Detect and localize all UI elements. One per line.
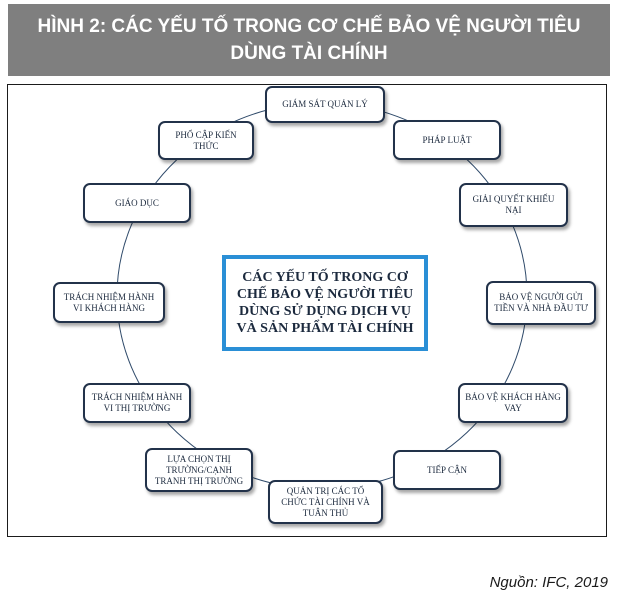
node-pho-cap-kien-thuc [158, 121, 254, 160]
source-note: Nguồn: IFC, 2019 [489, 574, 608, 591]
node-lua-chon-thi-truong [145, 448, 253, 492]
node-label: TRÁCH NHIỆM HÀNH VI KHÁCH HÀNG [63, 291, 155, 313]
node-label: QUẢN TRỊ CÁC TỔ CHỨC TÀI CHÍNH VÀ TUÂN THỦ [281, 485, 370, 518]
node-label: BẢO VỆ NGƯỜI GỬI TIỀN VÀ NHÀ ĐẦU TƯ [494, 292, 588, 313]
node-label: PHỔ CẬP KIẾN THỨC [175, 129, 237, 151]
node-label: GIẢI QUYẾT KHIẾU NẠI [472, 194, 555, 215]
figure-title: HÌNH 2: CÁC YẾU TỐ TRONG CƠ CHẾ BẢO VỆ NGƯỜI TIÊU DÙNG TÀI CHÍNH [37, 16, 581, 64]
center-box [222, 255, 428, 351]
node-phap-luat [393, 120, 501, 160]
node-label: TIẾP CẬN [427, 464, 467, 475]
node-giam-sat-quan-ly [265, 86, 385, 123]
center-label: CÁC YẾU TỐ TRONG CƠ CHẾ BẢO VỆ NGƯỜI TIÊU DÙNG SỬ DỤNG DỊCH VỤ VÀ SẢN PHẨM TÀI CHÍNH [236, 270, 414, 336]
node-giai-quyet-khieu-nai [459, 183, 568, 227]
node-label: LỰA CHỌN THỊ TRƯỜNG/CẠNH TRANH THỊ TRƯỜNG [154, 453, 244, 486]
node-tiep-can [393, 450, 501, 490]
node-label: GIÁO DỤC [115, 197, 159, 208]
node-label: PHÁP LUẬT [422, 134, 472, 145]
node-bao-ve-nguoi-gui-tien [486, 281, 596, 325]
node-giao-duc [83, 183, 191, 223]
node-trach-nhiem-khach-hang [53, 282, 165, 323]
node-label: BẢO VỆ KHÁCH HÀNG VAY [465, 392, 561, 413]
node-trach-nhiem-thi-truong [83, 383, 191, 423]
node-quan-tri-to-chuc [268, 480, 383, 524]
node-bao-ve-khach-hang-vay [458, 383, 568, 423]
node-label: TRÁCH NHIỆM HÀNH VI THỊ TRƯỜNG [91, 392, 183, 413]
node-label: GIÁM SÁT QUẢN LÝ [282, 99, 368, 109]
